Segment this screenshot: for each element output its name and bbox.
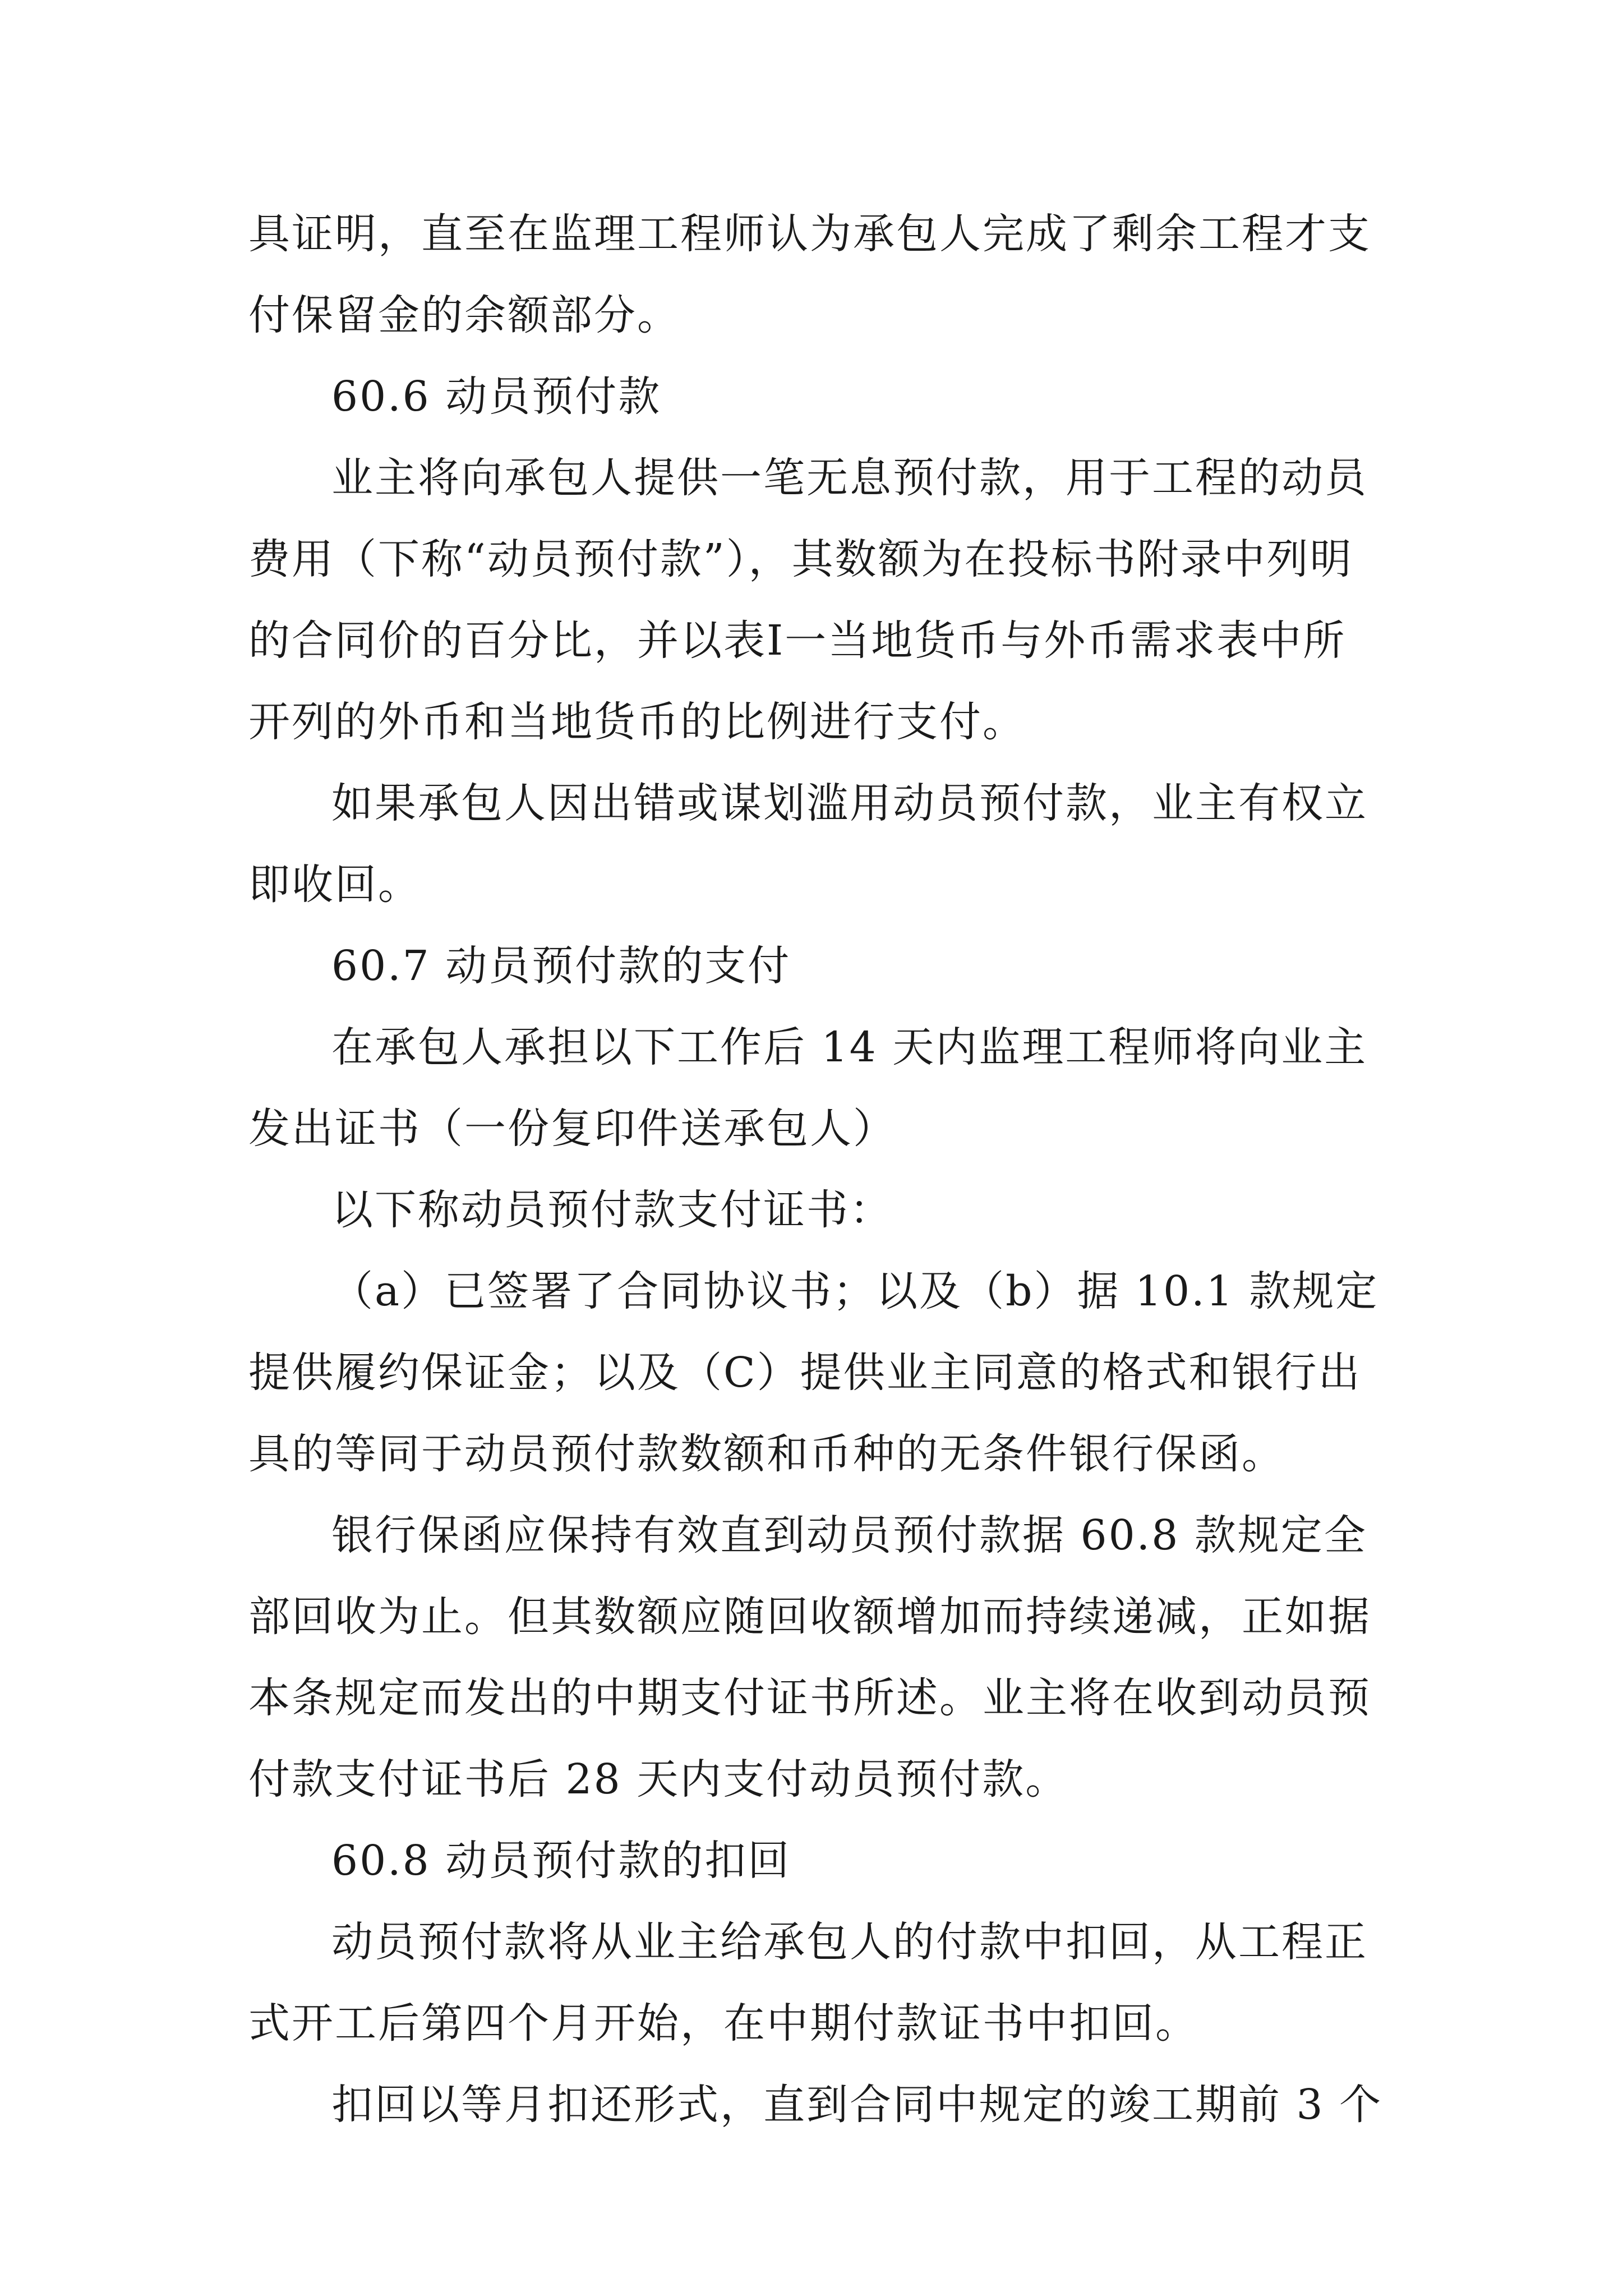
section-heading-60-7: 60.7 动员预付款的支付 [331,942,791,990]
body-text [248,194,1387,2146]
text-line: 业主将向承包人提供一笔无息预付款，用于工程的动员 [331,454,1368,502]
text-line: 开列的外币和当地货币的比例进行支付。 [248,698,1026,746]
text-line: （a）已签署了合同协议书；以及（b）据 10.1 款规定 [331,1267,1379,1315]
text-line: 部回收为止。但其数额应随回收额增加而持续递减，正如据 [248,1593,1371,1641]
section-heading-60-6: 60.6 动员预付款 [331,372,662,421]
text-line: 式开工后第四个月开始，在中期付款证书中扣回。 [248,1999,1198,2047]
text-line: 提供履约保证金；以及（C）提供业主同意的格式和银行出 [248,1349,1362,1397]
text-line: 付款支付证书后 28 天内支付动员预付款。 [248,1755,1069,1803]
text-line: 付保留金的余额部分。 [248,291,680,339]
text-line: 动员预付款将从业主给承包人的付款中扣回，从工程正 [331,1918,1368,1966]
text-line: 具的等同于动员预付款数额和币种的无条件银行保函。 [248,1430,1285,1478]
text-line: 本条规定而发出的中期支付证书所述。业主将在收到动员预 [248,1674,1371,1722]
text-line: 即收回。 [248,861,421,909]
text-line: 银行保函应保持有效直到动员预付款据 60.8 款规定全 [331,1511,1367,1559]
text-line: 在承包人承担以下工作后 14 天内监理工程师将向业主 [331,1023,1368,1071]
section-heading-60-8: 60.8 动员预付款的扣回 [331,1837,791,1885]
text-line: 费用（下称“动员预付款”），其数额为在投标书附录中列明 [248,535,1353,583]
text-line: 具证明，直至在监理工程师认为承包人完成了剩余工程才支 [248,210,1371,258]
text-line: 如果承包人因出错或谋划滥用动员预付款，业主有权立 [331,779,1368,827]
text-line: 扣回以等月扣还形式，直到合同中规定的竣工期前 3 个 [331,2081,1383,2129]
text-line: 的合同价的百分比，并以表Ⅰ一当地货币与外币需求表中所 [248,616,1347,665]
text-line: 发出证书（一份复印件送承包人） [248,1105,896,1153]
text-line: 以下称动员预付款支付证书： [331,1186,893,1234]
